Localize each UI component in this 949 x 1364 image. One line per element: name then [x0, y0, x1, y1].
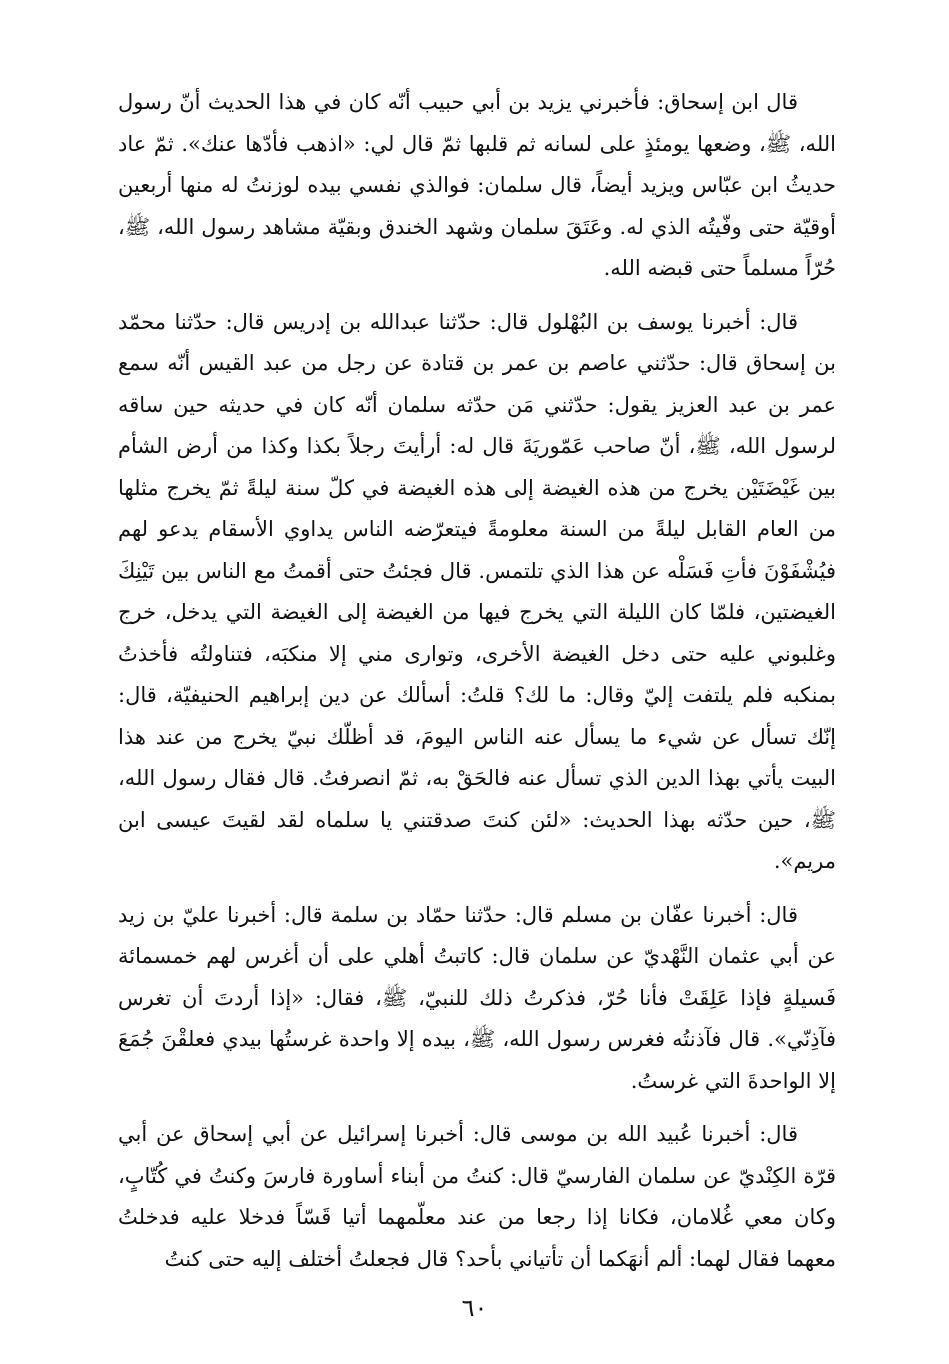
page-body-text	[118, 82, 836, 1280]
paragraph-1: قال ابن إسحاق: فأخبرني يزيد بن أبي حبيب أنّه كان في هذا الحديث أنّ رسول الله، ﷺ، وضعها يومئذٍ على لسانه ثم قلبها ثمّ قال لي: «اذهب فأدّها عنك». ثمّ عاد حديثُ ابن عبّاس ويزيد أيضاً، قال سلمان: فوالذي نفسي بيده لوزنتُ له منها أربعين أوقيّة حتى وفّيتُه الذي له. وعَتَقَ سلمان وشهد الخندق وبقيّة مشاهد رسول الله، ﷺ، حُرّاً مسلماً حتى قبضه الله.	[118, 90, 837, 280]
paragraph-2: قال: أخبرنا يوسف بن البُهْلول قال: حدّثنا عبدالله بن إدريس قال: حدّثنا محمّد بن إسحاق قال: حدّثني عاصم بن عمر بن قتادة عن رجل من عبد القيس أنّه سمع عمر بن عبد العزيز يقول: حدّثني مَن حدّثه سلمان أنّه كان في حديثه حين ساقه لرسول الله، ﷺ، أنّ صاحب عَمّوريَةَ قال له: أرأيتَ رجلاً بكذا وكذا من أرض الشأم بين غَيْضَتَيْن يخرج من هذه الغيضة إلى هذه الغيضة في كلّ سنة ليلةً ثمّ يخرج مثلها من العام القابل ليلةً من السنة معلومةً فيتعرّضه الناس يداوي الأسقام يدعو لهم فيُشْفَوْنَ فأتِ فَسَلْه عن هذا الذي تلتمس. قال فجئتُ حتى أقمتُ مع الناس بين تَيْنِكَ الغيضتين، فلمّا كان الليلة التي يخرج فيها من الغيضة إلى الغيضة التي يدخل، خرج وغلبوني عليه حتى دخل الغيضة الأخرى، وتوارى مني إلا منكبَه، فتناولتُه فأخذتُ بمنكبه فلم يلتفت إليّ وقال: ما لك؟ قلتُ: أسألك عن دين إبراهيم الحنيفيّة، قال: إنّك تسأل عن شيء ما يسأل عنه الناس اليومَ، قد أظلّك نبيّ يخرج من عند هذا البيت يأتي بهذا الدين الذي تسأل عنه فالحَقْ به، ثمّ انصرفتُ. قال فقال رسول الله، ﷺ، حين حدّثه بهذا الحديث: «لئن كنتَ صدقتني يا سلماه لقد لقيتَ عيسى ابن مريم».	[118, 309, 836, 873]
page-number: ٦٠	[461, 1294, 488, 1322]
paragraph-4: قال: أخبرنا عُبيد الله بن موسى قال: أخبرنا إسرائيل عن أبي إسحاق عن أبي قرّة الكِنْديّ عن سلمان الفارسيّ قال: كنتُ من أبناء أساورة فارسَ وكنتُ في كُتّابٍ، وكان معي غُلامان، فكانا إذا رجعا من عند معلّمهما أتيا قَسّاً فدخلا عليه فدخلتُ معهما فقال لهما: ألم أنهَكما أن تأتياني بأحد؟ قال فجعلتُ أختلف إليه حتى كنتُ	[118, 1122, 836, 1271]
paragraph-3: قال: أخبرنا عفّان بن مسلم قال: حدّثنا حمّاد بن سلمة قال: أخبرنا عليّ بن زيد عن أبي عثمان النَّهْديّ عن سلمان قال: كاتبتُ أهلي على أن أغرس لهم خمسمائة فَسيلةٍ فإذا عَلِقَتْ فأنا حُرّ، فذكرتُ ذلك للنبيّ، ﷺ، فقال: «إذا أردتَ أن تغرس فآذِنّي». قال فآذنتُه فغرس رسول الله، ﷺ، بيده إلا واحدة غرستُها بيدي فعلقْنَ جُمَعَ إلا الواحدةَ التي غرستُ.	[118, 902, 836, 1093]
